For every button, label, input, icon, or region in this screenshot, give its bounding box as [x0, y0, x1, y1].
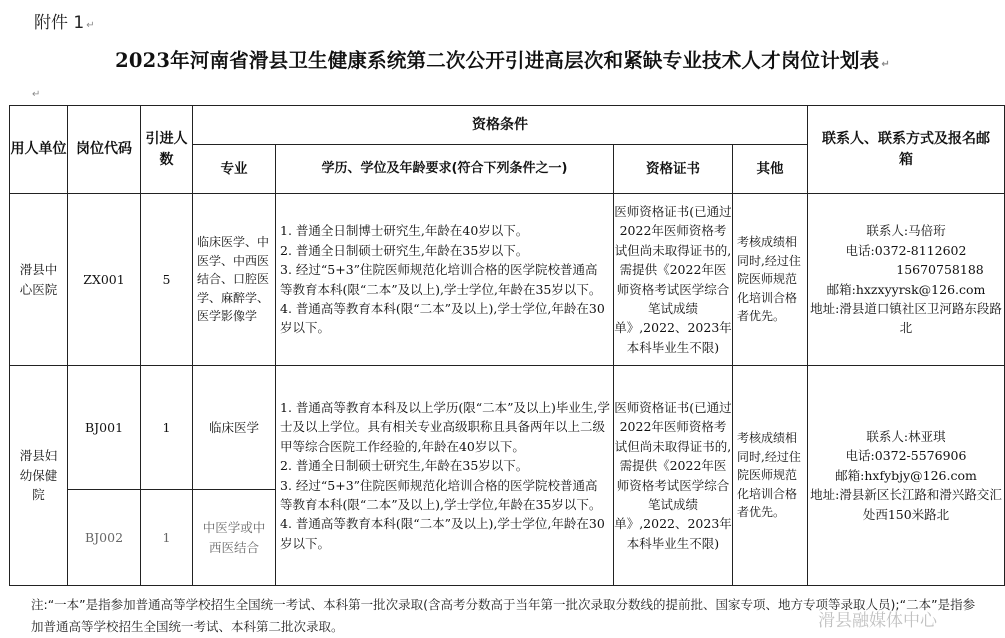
requirement-item: 4. 普通高等教育本科(限“二本”及以上),学士学位,年龄在30岁以下。 — [280, 300, 605, 336]
contact-email: 邮箱:hxzxyyrsk@126.com — [826, 281, 986, 297]
paragraph-mark-icon: ↵ — [86, 20, 95, 31]
contact-person: 联系人:马倍珩 — [866, 223, 946, 239]
table-row — [10, 194, 1005, 366]
post-code-cell: BJ002 — [68, 490, 141, 586]
header-qualifications: 资格条件 — [193, 106, 808, 145]
header-post-code: 岗位代码 — [68, 106, 141, 194]
paragraph-mark-icon: ↵ — [881, 59, 890, 70]
employer-cell: 滑县妇幼保健院 — [10, 366, 68, 586]
contact-mobile: 15670758188 — [896, 262, 984, 278]
paragraph-mark-icon: ↵ — [32, 89, 41, 100]
header-employer: 用人单位 — [10, 106, 68, 194]
contact-cell — [808, 366, 1005, 586]
major-cell: 临床医学 — [193, 366, 276, 490]
other-cell: 考核成绩相同时,经过住院医师规范化培训合格者优先。 — [733, 194, 808, 366]
contact-email: 邮箱:hxfybjy@126.com — [835, 467, 977, 483]
header-other: 其他 — [733, 145, 808, 194]
header-certificate: 资格证书 — [614, 145, 733, 194]
header-contact: 联系人、联系方式及报名邮箱 — [808, 106, 1005, 194]
requirement-item: 3. 经过“5+3”住院医师规范化培训合格的医学院校普通高等教育本科(限“二本”及以上),学士学位,年龄在35岁以下。 — [280, 477, 602, 512]
employer-cell: 滑县中心医院 — [10, 194, 68, 366]
contact-phone: 电话:0372-8112602 — [845, 242, 967, 258]
certificate-cell: 医师资格证书(已通过2022年医师资格考试但尚未取得证书的,需提供《2022年医师资格考试医学综合笔试成绩单》,2022、2023年本科毕业生不限) — [614, 366, 733, 586]
contact-address: 地址:滑县道口镇社区卫河路东段路北 — [810, 300, 1002, 336]
count-cell: 1 — [141, 366, 193, 490]
header-major: 专业 — [193, 145, 276, 194]
watermark: 滑县融媒体中心 — [818, 611, 937, 631]
footnote: 注:“一本”是指参加普通高等学校招生全国统一考试、本科第一批次录取(含高考分数高于当年第一批次录取分数线的提前批、国家专项、地方专项等录取人员);“二本”是指参加普通高等学校招生全国统一考试、本科第二批次录取。 — [31, 597, 976, 634]
contact-address: 地址:滑县新区长江路和滑兴路交汇处西150米路北 — [810, 487, 1002, 522]
table-row — [10, 366, 1005, 490]
certificate-cell: 医师资格证书(已通过2022年医师资格考试但尚未取得证书的,需提供《2022年医师资格考试医学综合笔试成绩单》,2022、2023年本科毕业生不限) — [614, 194, 733, 366]
other-cell: 考核成绩相同时,经过住院医师规范化培训合格者优先。 — [733, 366, 808, 586]
contact-cell — [808, 194, 1005, 366]
major-cell: 中医学或中西医结合 — [193, 490, 276, 586]
requirement-item: 3. 经过“5+3”住院医师规范化培训合格的医学院校普通高等教育本科(限“二本”及以上),学士学位,年龄在35岁以下。 — [280, 262, 602, 297]
contact-phone: 电话:0372-5576906 — [845, 448, 967, 464]
annex-label: 附件 1 ↵ — [34, 13, 95, 33]
contact-person: 联系人:林亚琪 — [866, 429, 946, 445]
requirement-item: 2. 普通全日制硕士研究生,年龄在35岁以下。 — [280, 242, 529, 258]
post-code-cell: BJ001 — [68, 366, 141, 490]
header-row — [10, 106, 1005, 145]
requirement-item: 4. 普通高等教育本科(限“二本”及以上),学士学位,年龄在30岁以下。 — [280, 516, 605, 551]
empty-paragraph — [30, 82, 40, 101]
requirement-item: 2. 普通全日制硕士研究生,年龄在35岁以下。 — [280, 458, 529, 474]
post-code-cell: ZX001 — [68, 194, 141, 366]
requirements-cell — [276, 194, 614, 366]
page-title: 2023年河南省滑县卫生健康系统第二次公开引进高层次和紧缺专业技术人才岗位计划表 ↵ — [115, 49, 890, 72]
header-education: 学历、学位及年龄要求(符合下列条件之一) — [276, 145, 614, 194]
positions-table — [9, 105, 1005, 586]
count-cell: 1 — [141, 490, 193, 586]
requirement-item: 1. 普通全日制博士研究生,年龄在40岁以下。 — [280, 223, 529, 239]
requirements-cell — [276, 366, 614, 586]
count-cell: 5 — [141, 194, 193, 366]
header-count: 引进人数 — [141, 106, 193, 194]
requirement-item: 1. 普通高等教育本科及以上学历(限“二本”及以上)毕业生,学士及以上学位。具有相关专业高级职称且具备两年以上二级甲等综合医院工作经验的,年龄在40岁以下。 — [280, 400, 610, 454]
major-cell: 临床医学、中医学、中西医结合、口腔医学、麻醉学、医学影像学 — [193, 194, 276, 366]
